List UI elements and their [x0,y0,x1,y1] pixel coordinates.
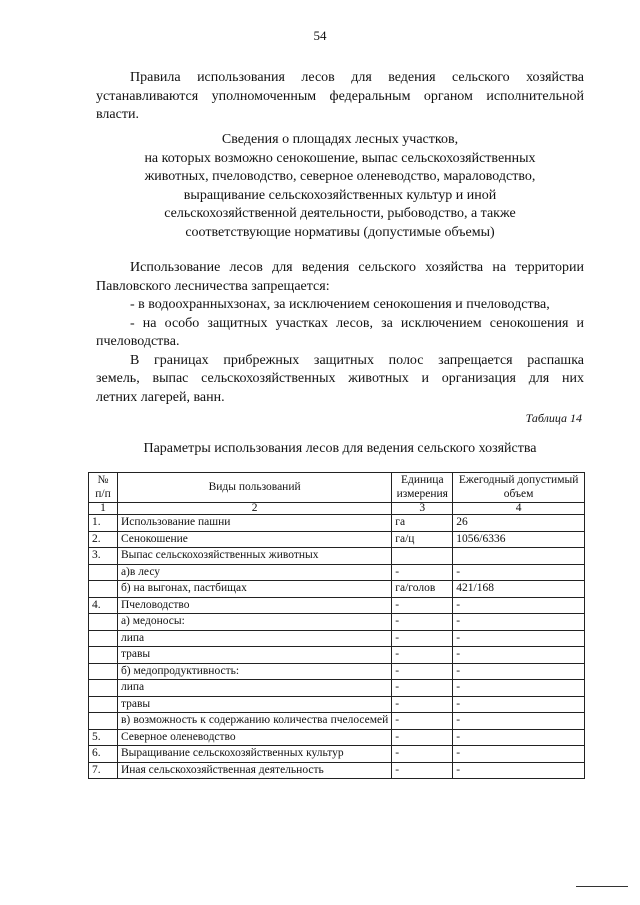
table-title: Параметры использования лесов для ведения сельского хозяйства [143,441,537,456]
row-unit: - [392,597,453,614]
intro-line: власти. [96,107,139,122]
row-unit: га [392,515,453,532]
row-type: Пчеловодство [117,597,391,614]
table-row [89,746,585,763]
row-volume [453,548,585,565]
body-line: - на особо защитных участках лесов, за исключением сенокошения и [130,315,584,331]
table-row [89,647,585,664]
row-unit: - [392,647,453,664]
heading-line: выращивание сельскохозяйственных культур и иной [183,187,497,203]
column-number-row [89,503,585,515]
parameters-table [88,472,585,779]
row-volume: - [453,663,585,680]
row-no [89,713,118,730]
row-volume: - [453,696,585,713]
row-volume: - [453,630,585,647]
row-type: липа [117,680,391,697]
row-volume: - [453,680,585,697]
row-no [89,581,118,598]
row-no: 1. [89,515,118,532]
table-row [89,696,585,713]
row-type: Использование пашни [117,515,391,532]
heading-line: на которых возможно сенокошение, выпас сельскохозяйственных [144,150,536,166]
row-no [89,696,118,713]
heading-line: сельскохозяйственной деятельности, рыбоводство, а также [164,206,516,222]
row-unit: га/голов [392,581,453,598]
table-row [89,630,585,647]
table-row [89,581,585,598]
intro-line: устанавливаются уполномоченным федеральным органом исполнительной [96,88,584,104]
row-volume: - [453,614,585,631]
column-number: 1 [89,503,118,515]
row-volume: 26 [453,515,585,532]
row-volume: - [453,647,585,664]
row-type: Иная сельскохозяйственная деятельность [117,762,391,779]
header-unit: Единица измерения [392,473,453,503]
row-type: а)в лесу [117,564,391,581]
table-row [89,564,585,581]
body-line: пчеловодства. [96,334,180,349]
body-line: летних лагерей, ванн. [96,389,225,405]
row-volume: - [453,762,585,779]
row-type: травы [117,647,391,664]
body-line: - в водоохранныхзонах, за исключением сенокошения и пчеловодства, [130,297,550,312]
row-no: 7. [89,762,118,779]
row-unit: га/ц [392,531,453,548]
heading-line: соответствующие нормативы (допустимые объемы) [185,224,495,240]
row-no [89,663,118,680]
header-no: № п/п [89,473,118,503]
page-number: 54 [313,28,327,43]
row-unit [392,548,453,565]
row-no [89,647,118,664]
row-type: б) на выгонах, пастбищах [117,581,391,598]
row-type: Северное оленеводство [117,729,391,746]
row-type: Выпас сельскохозяйственных животных [117,548,391,565]
row-no [89,564,118,581]
table-row [89,713,585,730]
row-unit: - [392,663,453,680]
row-no [89,630,118,647]
row-unit: - [392,713,453,730]
row-no: 2. [89,531,118,548]
row-unit: - [392,630,453,647]
table-row [89,729,585,746]
row-no [89,614,118,631]
heading-line: животных, пчеловодство, северное оленеводство, мараловодство, [144,169,536,185]
body-line: Павловского лесничества запрещается: [96,278,330,294]
column-number: 3 [392,503,453,515]
row-no: 6. [89,746,118,763]
column-number: 4 [453,503,585,515]
row-no: 5. [89,729,118,746]
row-type: травы [117,696,391,713]
row-volume: 421/168 [453,581,585,598]
row-type: Сенокошение [117,531,391,548]
table-row [89,680,585,697]
body-paragraph [96,259,584,407]
table-caption: Таблица 14 [525,411,582,425]
table-row [89,762,585,779]
row-type: в) возможность к содержанию количества пчелосемей [117,713,391,730]
heading-line: Сведения о площадях лесных участков, [221,132,459,147]
row-unit: - [392,614,453,631]
table-row [89,548,585,565]
footer-divider [576,886,628,887]
row-no: 3. [89,548,118,565]
table-row [89,597,585,614]
section-heading [96,131,584,243]
table-row [89,515,585,532]
row-volume: - [453,564,585,581]
row-no [89,680,118,697]
body-line: В границах прибрежных защитных полос запрещается распашка [130,352,584,368]
row-unit: - [392,696,453,713]
row-unit: - [392,680,453,697]
header-type: Виды пользований [117,473,391,503]
intro-line: Правила использования лесов для ведения сельского хозяйства [130,70,584,85]
table-row [89,663,585,680]
row-no: 4. [89,597,118,614]
table-header-row [89,473,585,503]
row-volume: 1056/6336 [453,531,585,548]
row-type: липа [117,630,391,647]
row-volume: - [453,729,585,746]
row-unit: - [392,746,453,763]
row-volume: - [453,713,585,730]
table-row [89,531,585,548]
intro-paragraph [96,69,584,125]
row-type: а) медоносы: [117,614,391,631]
column-number: 2 [117,503,391,515]
body-line: Использование лесов для ведения сельского хозяйства на территории [130,260,584,275]
row-type: Выращивание сельскохозяйственных культур [117,746,391,763]
row-volume: - [453,597,585,614]
row-volume: - [453,746,585,763]
header-volume: Ежегодный допустимый объем [453,473,585,503]
table-row [89,614,585,631]
row-type: б) медопродуктивность: [117,663,391,680]
row-unit: - [392,762,453,779]
row-unit: - [392,729,453,746]
body-line: земель, выпас сельскохозяйственных животных и организация для них [96,371,584,386]
row-unit: - [392,564,453,581]
